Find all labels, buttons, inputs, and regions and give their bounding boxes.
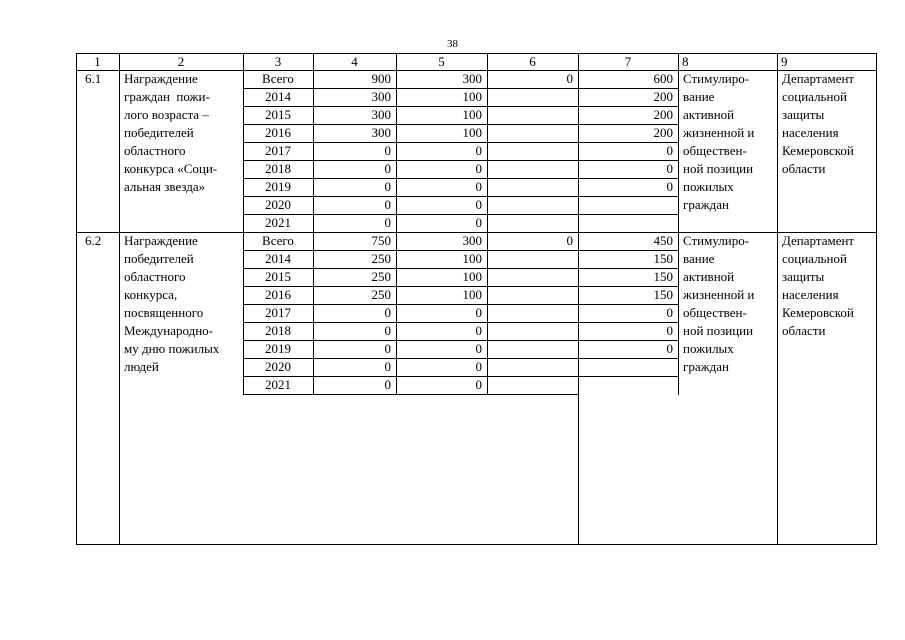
col7-row-separator xyxy=(578,376,679,377)
amount-cell: 300 xyxy=(371,125,391,140)
amount-cell: 0 xyxy=(384,179,391,194)
amount-cell: 200 xyxy=(653,89,673,104)
measure-name: Награждение победителей областного конкурса, посвященного Международно- му дню пожилых людей xyxy=(124,233,220,374)
amount-cell: 0 xyxy=(384,143,391,158)
amount-cell: 100 xyxy=(462,287,482,302)
year-cell: 2017 xyxy=(265,143,291,158)
amount-cell: 200 xyxy=(653,107,673,122)
amount-cell: 250 xyxy=(371,287,391,302)
amount-cell: 0 xyxy=(666,161,673,176)
row-number: 6.1 xyxy=(85,71,102,86)
col7-row-separator xyxy=(578,214,679,215)
amount-cell: 0 xyxy=(384,359,391,374)
amount-cell: 100 xyxy=(462,89,482,104)
header-cell: 8 xyxy=(682,54,689,69)
amount-cell: 200 xyxy=(653,125,673,140)
amount-cell: 0 xyxy=(475,359,482,374)
table-bottom-border xyxy=(76,544,877,545)
year-cell: 2019 xyxy=(265,179,291,194)
amount-cell: 250 xyxy=(371,251,391,266)
header-cell: 6 xyxy=(529,54,536,69)
amount-cell: 600 xyxy=(653,71,673,86)
amount-cell: 0 xyxy=(666,341,673,356)
column-border xyxy=(487,70,488,233)
header-cell: 4 xyxy=(351,54,358,69)
column-border xyxy=(678,232,679,395)
year-cell: 2021 xyxy=(265,215,291,230)
amount-cell: 0 xyxy=(666,305,673,320)
amount-cell: 0 xyxy=(475,197,482,212)
amount-cell: 0 xyxy=(384,197,391,212)
year-cell: 2018 xyxy=(265,323,291,338)
responsible-body: Департамент социальной защиты населения Кемеровской области xyxy=(782,71,855,176)
year-cell: 2015 xyxy=(265,107,291,122)
year-cell: 2019 xyxy=(265,341,291,356)
year-cell: 2018 xyxy=(265,161,291,176)
year-row-separator xyxy=(243,394,579,395)
year-cell: 2017 xyxy=(265,305,291,320)
responsible-body: Департамент социальной защиты населения Кемеровской области xyxy=(782,233,855,338)
amount-cell: 100 xyxy=(462,251,482,266)
amount-cell: 0 xyxy=(566,71,573,86)
year-cell: 2020 xyxy=(265,197,291,212)
column-border xyxy=(876,53,877,545)
amount-cell: 0 xyxy=(666,143,673,158)
amount-cell: 100 xyxy=(462,107,482,122)
amount-cell: 0 xyxy=(475,215,482,230)
header-cell: 9 xyxy=(781,54,788,69)
amount-cell: 0 xyxy=(566,233,573,248)
amount-cell: 0 xyxy=(475,377,482,392)
header-cell: 1 xyxy=(94,54,101,69)
amount-cell: 300 xyxy=(371,107,391,122)
column-border xyxy=(678,70,679,233)
amount-cell: 0 xyxy=(475,323,482,338)
col7-row-separator xyxy=(578,196,679,197)
page-number: 38 xyxy=(447,38,458,50)
amount-cell: 0 xyxy=(384,377,391,392)
goal-text: Стимулиро- вание активной жизненной и обществен- ной позиции пожилых граждан xyxy=(683,233,755,374)
column-border xyxy=(678,53,679,71)
year-cell: Всего xyxy=(262,71,294,86)
year-cell: 2016 xyxy=(265,287,291,302)
amount-cell: 0 xyxy=(475,143,482,158)
amount-cell: 300 xyxy=(462,233,482,248)
amount-cell: 250 xyxy=(371,269,391,284)
amount-cell: 0 xyxy=(475,341,482,356)
amount-cell: 0 xyxy=(666,179,673,194)
amount-cell: 450 xyxy=(653,233,673,248)
amount-cell: 100 xyxy=(462,125,482,140)
amount-cell: 300 xyxy=(371,89,391,104)
amount-cell: 0 xyxy=(475,161,482,176)
header-cell: 7 xyxy=(624,54,632,69)
header-cell: 3 xyxy=(274,54,282,69)
amount-cell: 150 xyxy=(653,287,673,302)
amount-cell: 0 xyxy=(475,305,482,320)
amount-cell: 100 xyxy=(462,269,482,284)
column-border xyxy=(76,53,77,545)
column-border xyxy=(777,53,778,545)
year-cell: Всего xyxy=(262,233,294,248)
amount-cell: 0 xyxy=(475,179,482,194)
col7-row-separator xyxy=(578,358,679,359)
amount-cell: 300 xyxy=(462,71,482,86)
year-cell: 2020 xyxy=(265,359,291,374)
amount-cell: 150 xyxy=(653,269,673,284)
amount-cell: 150 xyxy=(653,251,673,266)
year-cell: 2021 xyxy=(265,377,291,392)
year-cell: 2015 xyxy=(265,269,291,284)
column-border xyxy=(119,53,120,545)
amount-cell: 0 xyxy=(384,341,391,356)
amount-cell: 0 xyxy=(384,323,391,338)
header-cell: 5 xyxy=(438,54,445,69)
amount-cell: 0 xyxy=(384,161,391,176)
measure-name: Награждение граждан пожи- лого возраста – победителей областного конкурса «Соци- альная звезда» xyxy=(124,71,218,194)
amount-cell: 0 xyxy=(666,323,673,338)
amount-cell: 0 xyxy=(384,305,391,320)
year-cell: 2014 xyxy=(265,251,291,266)
year-cell: 2016 xyxy=(265,125,291,140)
amount-cell: 750 xyxy=(371,233,391,248)
column-border xyxy=(487,232,488,395)
goal-text: Стимулиро- вание активной жизненной и обществен- ной позиции пожилых граждан xyxy=(683,71,755,212)
row-number: 6.2 xyxy=(85,233,102,248)
amount-cell: 0 xyxy=(384,215,391,230)
year-cell: 2014 xyxy=(265,89,291,104)
amount-cell: 900 xyxy=(371,71,391,86)
header-cell: 2 xyxy=(177,54,185,69)
